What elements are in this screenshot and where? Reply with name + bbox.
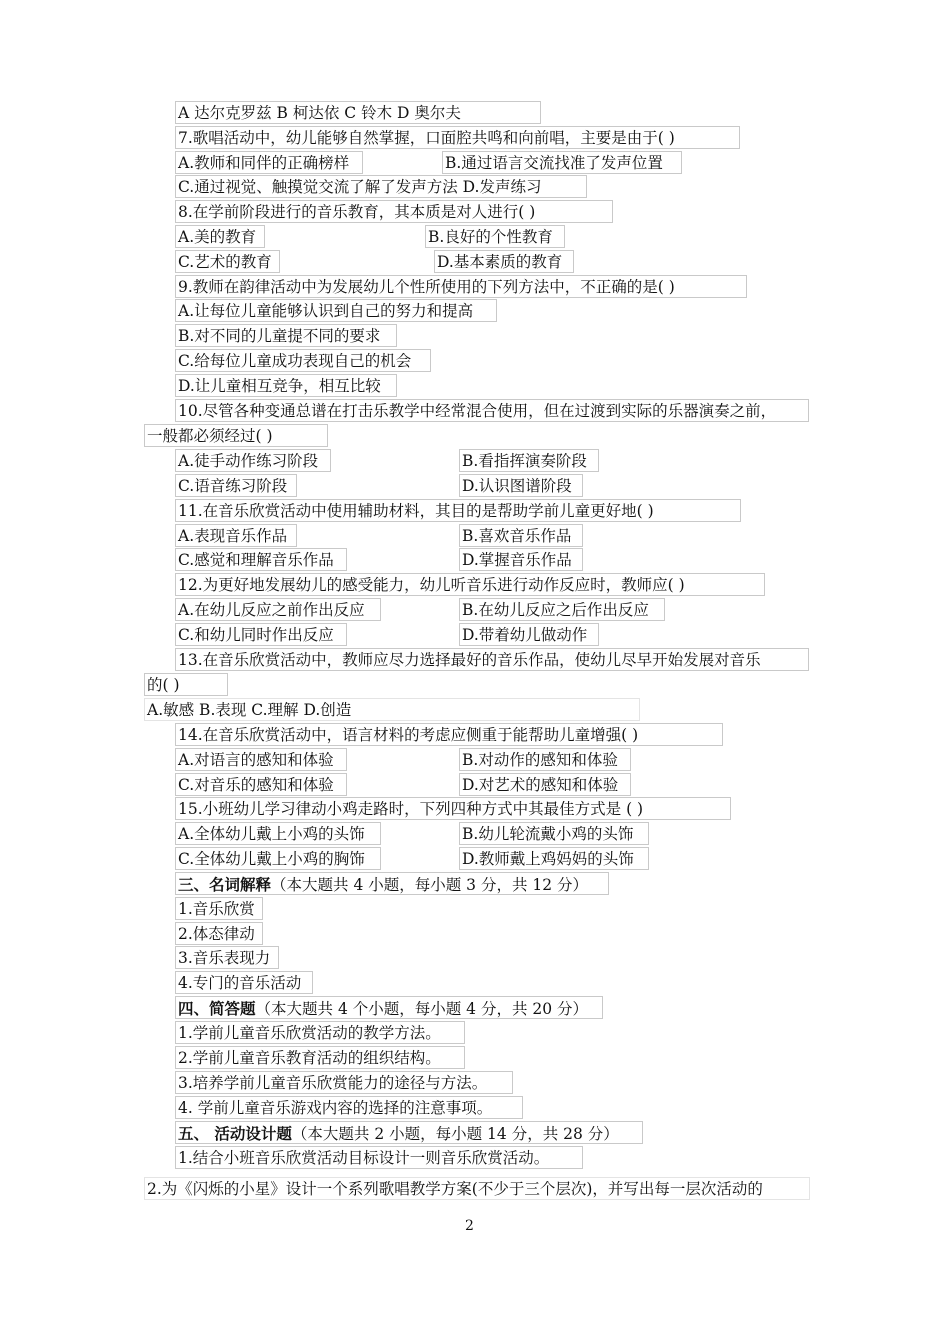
text: A 达尔克罗兹 B 柯达依 C 铃木 D 奥尔夫	[178, 104, 461, 122]
page-number: 2	[465, 1218, 474, 1234]
text: C.语音练习阶段	[178, 477, 288, 495]
text: 3.音乐表现力	[178, 949, 271, 967]
section-note: （本大题共 2 小题，每小题 14 分，共 28 分）	[291, 1125, 619, 1143]
text: 的( )	[147, 676, 180, 694]
text: A.徒手动作练习阶段	[178, 452, 319, 470]
line-q12-option-d	[459, 623, 599, 646]
line-term-2	[175, 922, 263, 945]
line-q13-options	[144, 698, 640, 721]
text: 11.在音乐欣赏活动中使用辅助材料，其目的是帮助学前儿童更好地( )	[178, 502, 654, 520]
line-q12-option-c	[175, 623, 347, 646]
text: C.全体幼儿戴上小鸡的胸饰	[178, 850, 365, 868]
text: D.教师戴上鸡妈妈的头饰	[462, 850, 634, 868]
text: C.给每位儿童成功表现自己的机会	[178, 352, 412, 370]
line-q9-option-b	[175, 324, 397, 347]
line-q12-option-a	[175, 598, 381, 621]
text: 1.音乐欣赏	[178, 900, 255, 918]
section-note: （本大题共 4 个小题，每小题 4 分，共 20 分）	[255, 1000, 589, 1018]
line-q7-options-cd	[175, 175, 587, 198]
line-short-answer-1	[175, 1021, 465, 1044]
text: B.在幼儿反应之后作出反应	[462, 601, 649, 619]
line-question-15	[175, 797, 731, 820]
text: C.对音乐的感知和体验	[178, 776, 334, 794]
text: 8.在学前阶段进行的音乐教育，其本质是对人进行( )	[178, 203, 536, 221]
text: A.对语言的感知和体验	[178, 751, 334, 769]
section-note: （本大题共 4 小题，每小题 3 分，共 12 分）	[271, 876, 589, 894]
text: 2.为《闪烁的小星》设计一个系列歌唱教学方案(不少于三个层次)，并写出每一层次活动的	[147, 1180, 763, 1198]
line-q12-option-b	[459, 598, 665, 621]
section-3-heading	[175, 872, 609, 895]
text: A.美的教育	[178, 228, 257, 246]
text: D.让儿童相互竞争，相互比较	[178, 377, 381, 395]
line-short-answer-4	[175, 1096, 523, 1119]
text: 2.学前儿童音乐教育活动的组织结构。	[178, 1049, 441, 1067]
line-q11-option-d	[459, 548, 583, 571]
line-short-answer-2	[175, 1046, 465, 1069]
line-question-10-cont	[144, 424, 328, 447]
text: C.和幼儿同时作出反应	[178, 626, 334, 644]
line-q8-option-c	[175, 250, 280, 273]
text: 一般都必须经过( )	[147, 427, 273, 445]
section-title: 四、简答题	[178, 999, 256, 1018]
line-design-2	[144, 1177, 810, 1200]
text: A.表现音乐作品	[178, 527, 288, 545]
line-q8-option-b	[425, 225, 565, 248]
line-q14-option-b	[459, 748, 631, 771]
text: A.教师和同伴的正确榜样	[178, 154, 350, 172]
line-q11-option-b	[459, 524, 583, 547]
text: 13.在音乐欣赏活动中，教师应尽力选择最好的音乐作品，使幼儿尽早开始发展对音乐	[178, 651, 761, 669]
line-q9-option-d	[175, 374, 397, 397]
text: C.感觉和理解音乐作品	[178, 551, 334, 569]
text: 3.培养学前儿童音乐欣赏能力的途径与方法。	[178, 1074, 488, 1092]
text: 7.歌唱活动中，幼儿能够自然掌握，口面腔共鸣和向前唱，主要是由于( )	[178, 129, 675, 147]
line-q8-option-d	[434, 250, 574, 273]
line-short-answer-3	[175, 1071, 513, 1094]
line-q9-option-c	[175, 349, 431, 372]
line-q10-option-b	[459, 449, 599, 472]
line-q11-option-a	[175, 524, 297, 547]
text: D.对艺术的感知和体验	[462, 776, 619, 794]
text: 10.尽管各种变通总谱在打击乐教学中经常混合使用，但在过渡到实际的乐器演奏之前，	[178, 402, 777, 420]
line-q15-option-c	[175, 847, 381, 870]
text: C.通过视觉、触摸觉交流了解了发声方法 D.发声练习	[178, 178, 542, 196]
line-q15-option-d	[459, 847, 649, 870]
line-q7-option-b	[442, 151, 682, 174]
line-question-12	[175, 573, 765, 596]
text: 9.教师在韵律活动中为发展幼儿个性所使用的下列方法中，不正确的是( )	[178, 278, 675, 296]
line-q14-option-a	[175, 748, 347, 771]
text: B.对不同的儿童提不同的要求	[178, 327, 381, 345]
text: 1.学前儿童音乐欣赏活动的教学方法。	[178, 1024, 441, 1042]
text: 15.小班幼儿学习律动小鸡走路时，下列四种方式中其最佳方式是 ( )	[178, 800, 644, 818]
line-term-4	[175, 971, 313, 994]
line-q15-option-b	[459, 822, 649, 845]
text: D.掌握音乐作品	[462, 551, 572, 569]
text: 2.体态律动	[178, 925, 255, 943]
text: A.在幼儿反应之前作出反应	[178, 601, 365, 619]
line-term-1	[175, 897, 263, 920]
line-q10-option-a	[175, 449, 331, 472]
line-q15-option-a	[175, 822, 381, 845]
line-q10-option-c	[175, 474, 297, 497]
line-design-1	[175, 1146, 583, 1169]
line-question-14	[175, 723, 723, 746]
line-q14-option-c	[175, 773, 347, 796]
text: A.全体幼儿戴上小鸡的头饰	[178, 825, 365, 843]
line-question-13-cont	[144, 673, 228, 696]
line-q7-option-a	[175, 151, 363, 174]
line-question-7	[175, 126, 740, 149]
section-title: 五、 活动设计题	[178, 1124, 292, 1143]
section-title: 三、名词解释	[178, 875, 272, 894]
text: D.基本素质的教育	[437, 253, 563, 271]
text: D.认识图谱阶段	[462, 477, 572, 495]
text: 4. 学前儿童音乐游戏内容的选择的注意事项。	[178, 1099, 493, 1117]
line-question-10	[175, 399, 809, 422]
line-options-6	[175, 101, 541, 124]
text: B.通过语言交流找准了发声位置	[445, 154, 663, 172]
text: 14.在音乐欣赏活动中，语言材料的考虑应侧重于能帮助儿童增强( )	[178, 726, 639, 744]
text: 4.专门的音乐活动	[178, 974, 302, 992]
line-q10-option-d	[459, 474, 583, 497]
line-term-3	[175, 946, 279, 969]
line-question-8	[175, 200, 613, 223]
section-5-heading	[175, 1121, 643, 1144]
section-4-heading	[175, 996, 603, 1019]
line-q8-option-a	[175, 225, 265, 248]
line-question-11	[175, 499, 741, 522]
text: A.让每位儿童能够认识到自己的努力和提高	[178, 302, 474, 320]
line-q11-option-c	[175, 548, 347, 571]
line-q9-option-a	[175, 299, 497, 322]
text: B.看指挥演奏阶段	[462, 452, 587, 470]
text: B.喜欢音乐作品	[462, 527, 572, 545]
line-question-9	[175, 275, 747, 298]
text: B.幼儿轮流戴小鸡的头饰	[462, 825, 634, 843]
line-q14-option-d	[459, 773, 631, 796]
text: B.良好的个性教育	[428, 228, 553, 246]
text: D.带着幼儿做动作	[462, 626, 588, 644]
text: A.敏感 B.表现 C.理解 D.创造	[147, 701, 352, 719]
text: B.对动作的感知和体验	[462, 751, 618, 769]
line-question-13	[175, 648, 809, 671]
text: 12.为更好地发展幼儿的感受能力，幼儿听音乐进行动作反应时，教师应( )	[178, 576, 685, 594]
text: 1.结合小班音乐欣赏活动目标设计一则音乐欣赏活动。	[178, 1149, 550, 1167]
text: C.艺术的教育	[178, 253, 272, 271]
